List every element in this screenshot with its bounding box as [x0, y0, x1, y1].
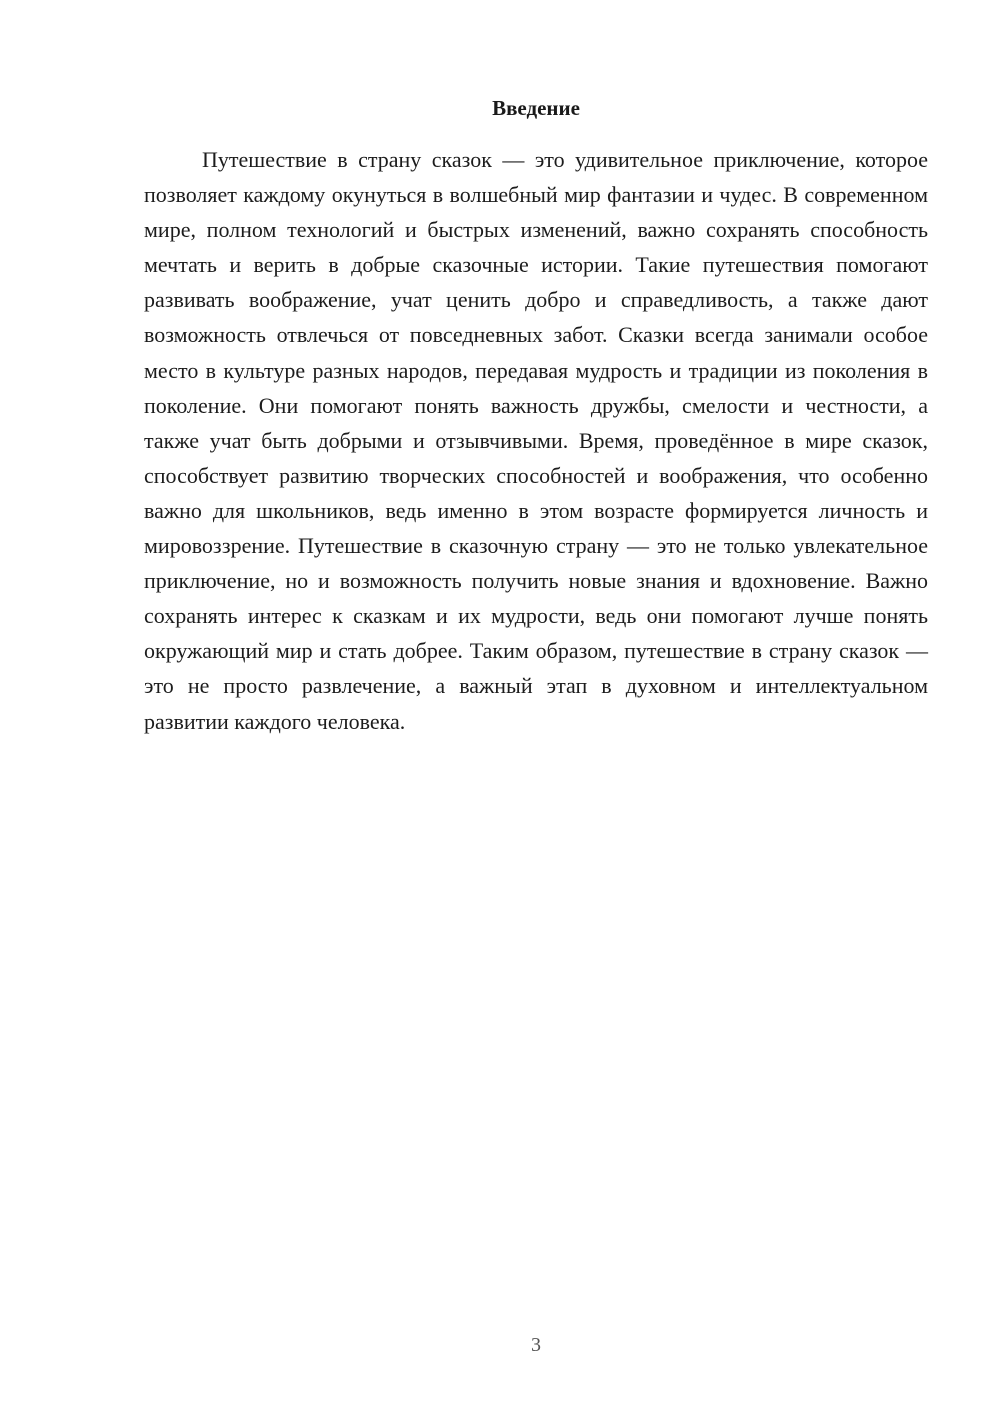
body-paragraph: Путешествие в страну сказок — это удивительное приключение, которое позволяет каждому окунуться в волшебный мир фантазии и чудес. В современном мире, полном технологий и быстрых изменений, важно сохранять способность мечтать и верить в добрые сказочные истории. Такие путешествия помогают развивать воображение, учат ценить добро и справедливость, а также дают возможность отвлечься от повседневных забот. Сказки всегда занимали особое место в культуре разных народов, передавая мудрость и традиции из поколения в поколение. Они помогают понять важность дружбы, смелости и честности, а также учат быть добрыми и отзывчивыми. Время, проведённое в мире сказок, способствует развитию творческих способностей и воображения, что особенно важно для школьников, ведь именно в этом возрасте формируется личность и мировоззрение. Путешествие в сказочную страну — это не только увлекательное приключение, но и возможность получить новые знания и вдохновение. Важно сохранять интерес к сказкам и их мудрости, ведь они помогают лучше понять окружающий мир и стать добрее. Таким образом, путешествие в страну сказок — это не просто развлечение, а важный этап в духовном и интеллектуальном развитии каждого человека. — [144, 147, 928, 734]
section-heading: Введение — [492, 96, 580, 120]
page-number: 3 — [531, 1334, 541, 1356]
